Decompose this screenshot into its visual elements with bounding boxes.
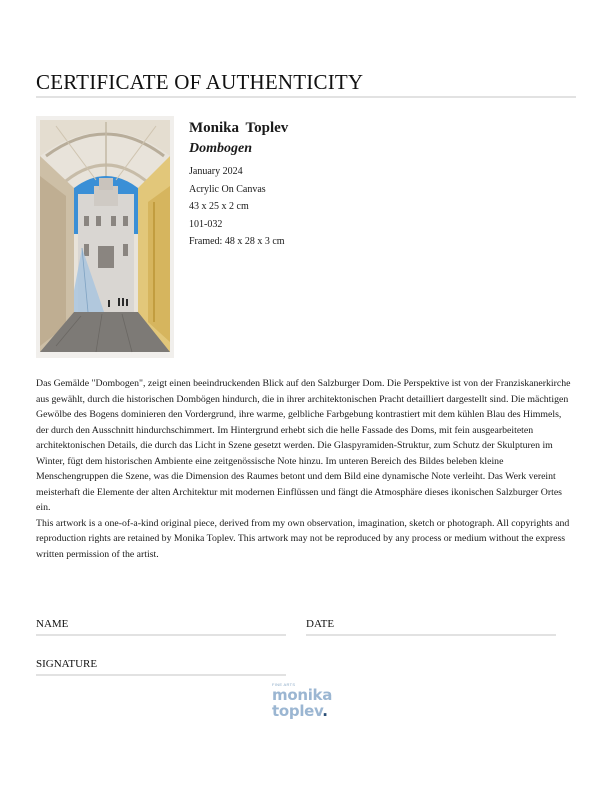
date-label: DATE [306, 618, 335, 630]
artwork-description [36, 376, 576, 562]
artist-name: Monika Toplev [189, 120, 289, 136]
artist-logo [272, 682, 332, 726]
description-german: Das Gemälde "Dombogen", zeigt einen beeindruckenden Blick auf den Salzburger Dom. Die Perspektive ist von der Franziskanerkirche aus gewählt, durch die historischen Dombögen hindurch, die in ihrer architektonischen Pracht detailliert dargestellt sind. Die mächtigen Gewölbe des Bogens dominieren den Vordergrund, ihre warme, gelbliche Farbgebung kontrastiert mit dem kühlen Blau des Himmels, der durch den Ausschnitt hindurchschimmert. Im Hintergrund erhebt sich die helle Fassade des Doms, mit fein ausgearbeiteten architektonischen Details, die durch das Licht in Szene gesetzt werden. Die Glaspyramiden-Struktur, zum Schutz der Skulpturen im Winter, fügt dem historischen Ambiente eine zeitgenössische Note hinzu. Im unteren Bereich des Bildes beleben kleine Menschengruppen die Szene, was die Dimension des Raumes betont und dem Bild eine dynamische Note verleiht. Das Werk vereint meisterhaft die Elemente der alten Architektur mit modernen Einflüssen und fängt die Atmosphäre dieses ikonischen Salzburger Ortes ein. [36, 378, 571, 513]
artwork-dimensions: 43 x 25 x 2 cm [189, 201, 249, 212]
name-line [36, 634, 286, 636]
date-line [306, 634, 556, 636]
certificate-title: CERTIFICATE OF AUTHENTICITY [36, 70, 364, 94]
artwork-date: January 2024 [189, 166, 243, 177]
painting-illustration [36, 116, 174, 358]
name-label: NAME [36, 618, 69, 630]
signature-line [36, 674, 286, 676]
logo-line-toplev-text: toplev [272, 702, 323, 720]
artwork-image [36, 116, 174, 358]
logo-tagline: FINE ARTS [272, 682, 296, 687]
artwork-framed-size: Framed: 48 x 28 x 3 cm [189, 236, 285, 247]
artwork-title: Dombogen [189, 141, 252, 156]
artwork-details [189, 120, 288, 251]
logo-line-monika: monika [272, 686, 333, 704]
logo-dot: . [322, 702, 328, 720]
artwork-inventory-number: 101-032 [189, 218, 223, 230]
logo-line-toplev [272, 703, 332, 719]
title-divider [36, 96, 576, 98]
artwork-medium: Acrylic On Canvas [189, 183, 266, 195]
authenticity-statement: This artwork is a one-of-a-kind original piece, derived from my own observation, imagination, sketch or photograph. All copyrights and reproduction rights are retained by Monika Toplev. This artwork may not be reproduced by any process or medium without the express written permission of the artist. [36, 517, 570, 560]
signature-label: SIGNATURE [36, 658, 98, 670]
